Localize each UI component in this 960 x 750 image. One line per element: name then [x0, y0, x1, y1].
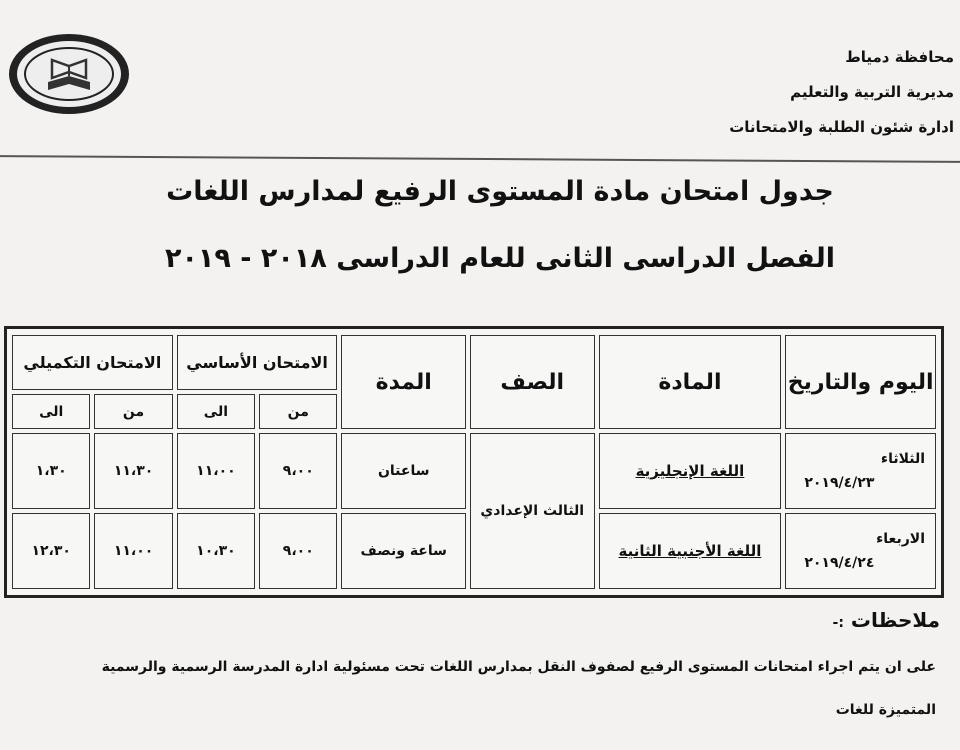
main-from-cell: ٩،٠٠	[259, 433, 337, 509]
header-main-exam: الامتحان الأساسي	[177, 335, 338, 390]
department-label: ادارة شئون الطلبة والامتحانات	[729, 118, 954, 136]
main-to-cell: ١٠،٣٠	[177, 513, 255, 589]
supp-from-cell: ١١،٠٠	[94, 513, 172, 589]
main-to-cell: ١١،٠٠	[177, 433, 255, 509]
header-supp-from: من	[94, 394, 172, 429]
exam-schedule-table	[8, 331, 940, 593]
supp-to-cell: ١،٣٠	[12, 433, 90, 509]
day-date-cell	[785, 513, 936, 589]
date-label: ٢٠١٩/٤/٢٤	[804, 555, 875, 572]
duration-cell: ساعة ونصف	[341, 513, 466, 589]
header-subject: المادة	[599, 335, 782, 429]
day-label: الاربعاء	[876, 531, 925, 548]
note-line-1: على ان يتم اجراء امتحانات المستوى الرفيع لصفوف النقل بمدارس اللغات تحت مسئولية ادارة المدرسة الرسمية والرسمية	[101, 659, 936, 675]
supp-from-cell: ١١،٣٠	[94, 433, 172, 509]
grade-cell: الثالث الإعدادي	[470, 433, 595, 589]
notes-heading-text: ملاحظات	[850, 608, 940, 632]
main-from-cell: ٩،٠٠	[259, 513, 337, 589]
header-divider	[0, 155, 960, 163]
subject-cell: اللغة الأجنبية الثانية	[599, 513, 782, 589]
document-title: جدول امتحان مادة المستوى الرفيع لمدارس اللغات	[166, 176, 834, 207]
header-main-from: من	[259, 394, 337, 429]
subject-cell: اللغة الإنجليزية	[599, 433, 782, 509]
document-subtitle: الفصل الدراسى الثانى للعام الدراسى ٢٠١٨ - ٢٠١٩	[164, 243, 836, 274]
governorate-label: محافظة دمياط	[845, 48, 954, 66]
organization-header	[729, 40, 954, 145]
header-grade: الصف	[470, 335, 595, 429]
header-main-to: الى	[177, 394, 255, 429]
directorate-label: مديرية التربية والتعليم	[790, 83, 954, 101]
header-duration: المدة	[341, 335, 466, 429]
ministry-seal-logo	[6, 30, 132, 118]
header-supp-to: الى	[12, 394, 90, 429]
date-label: ٢٠١٩/٤/٢٣	[804, 475, 875, 492]
notes-heading-suffix: :-	[832, 615, 844, 631]
supp-to-cell: ١٢،٣٠	[12, 513, 90, 589]
notes-heading	[833, 608, 940, 632]
day-date-cell	[785, 433, 936, 509]
table-row	[12, 433, 936, 509]
day-label: الثلاثاء	[880, 451, 925, 468]
header-supplementary-exam: الامتحان التكميلي	[12, 335, 173, 390]
duration-cell: ساعتان	[341, 433, 466, 509]
note-line-2: المتميزة للغات	[835, 702, 936, 718]
header-day-date: اليوم والتاريخ	[785, 335, 936, 429]
